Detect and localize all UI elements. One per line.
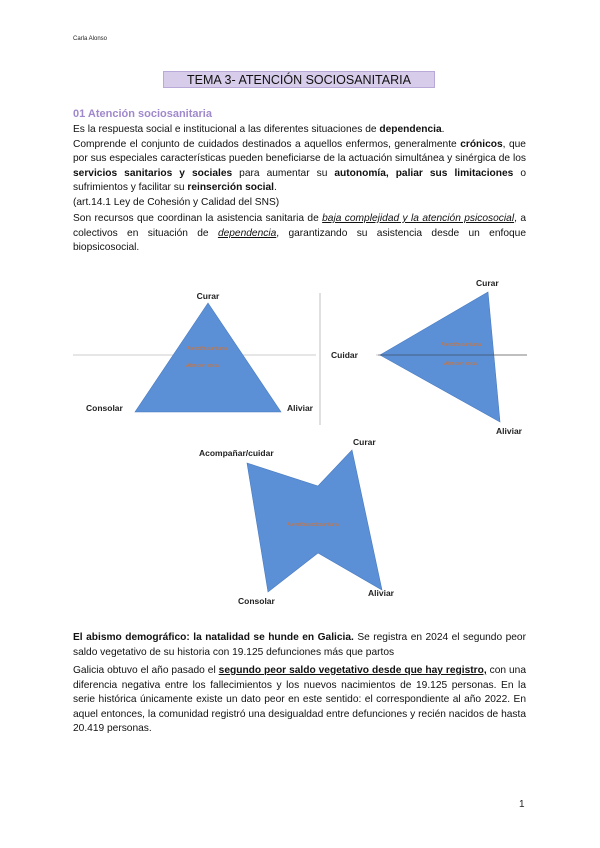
- label-cuidar: Cuidar: [331, 350, 358, 360]
- text-span: .: [274, 182, 277, 194]
- text-span: Comprende el conjunto de cuidados destinados a aquellos enfermos, generalmente: [73, 138, 461, 150]
- inner-label: Atención social: [186, 363, 220, 369]
- text-span: Son recursos que coordinan la asistencia sanitaria de: [73, 213, 323, 224]
- paragraph-news-headline: [73, 631, 526, 660]
- text-span: , que por sus especiales características pueden beneficiarse de la actuación simultánea y sinérgica de los: [73, 138, 526, 165]
- bold-headline: El abismo demográfico: la natalidad se hunde en Galicia.: [73, 632, 354, 643]
- text-span: , a colectivos en situación de: [73, 213, 526, 239]
- label-acompanar-cuidar: Acompañar/cuidar: [199, 448, 274, 458]
- underlined-bold-term: segundo peor saldo vegetativo desde que hay registro,: [218, 665, 487, 676]
- bowtie-shape: [247, 450, 382, 592]
- label-curar: Curar: [353, 437, 376, 447]
- inner-label: Atención sociosanitaria: [287, 522, 339, 528]
- underlined-term: baja complejidad y la atención psicosocial: [322, 213, 515, 224]
- label-aliviar: Aliviar: [496, 426, 522, 436]
- inner-label: Atención social: [444, 361, 478, 367]
- page-number: 1: [519, 799, 525, 810]
- text-span: o sufrimientos y facilitar su: [73, 167, 526, 194]
- label-curar: Curar: [196, 291, 220, 301]
- bold-term: servicios sanitarios y sociales: [73, 167, 233, 179]
- text-span: Es la respuesta social e institucional a las diferentes situaciones de: [73, 124, 380, 135]
- text-span: .: [441, 124, 445, 135]
- label-consolar: Consolar: [238, 596, 275, 606]
- bold-term: autonomía, paliar sus limitaciones: [334, 167, 514, 179]
- text-span: Se registra en 2024 el segundo peor saldo vegetativo de su historia con 19.125 defunciones más que partos: [73, 632, 526, 658]
- text-span: , garantizando su asistencia desde un enfoque biopsicosocial.: [73, 227, 526, 254]
- bold-term: reinserción social: [187, 182, 275, 194]
- label-consolar: Consolar: [86, 403, 123, 413]
- author-header: Carla Alonso: [73, 36, 108, 42]
- triangle-shape: [135, 303, 281, 412]
- law-reference: (art.14.1 Ley de Cohesión y Calidad del SNS): [73, 196, 280, 208]
- text-span: con una diferencia negativa entre los fallecimientos y los nuevos nacimientos de 19.125 personas. En la serie histórica únicamente existe un dato peor en este sentido: el correspondiente al año 2022. En aquel entonces, la comunidad registró una desigualdad entre defunciones y recién nacidos de hasta 20.419 personas.: [73, 665, 526, 735]
- section-heading: 01 Atención sociosanitaria: [73, 108, 212, 120]
- paragraph-news-body: [73, 664, 526, 737]
- label-aliviar: Aliviar: [368, 588, 394, 598]
- underlined-term: dependencia: [217, 227, 277, 239]
- bold-term: dependencia: [379, 124, 442, 135]
- text-span: para aumentar su: [232, 167, 335, 179]
- text-span: Galicia obtuvo el año pasado el: [73, 665, 219, 676]
- label-aliviar: Aliviar: [287, 403, 313, 413]
- inner-label: Atención sanitaria: [441, 342, 481, 348]
- page-title: TEMA 3- ATENCIÓN SOCIOSANITARIA: [163, 71, 435, 88]
- label-curar: Curar: [476, 278, 499, 288]
- bold-term: crónicos: [460, 138, 503, 150]
- triangle-shape: [380, 292, 500, 422]
- inner-label: Atención sanitaria: [187, 346, 227, 352]
